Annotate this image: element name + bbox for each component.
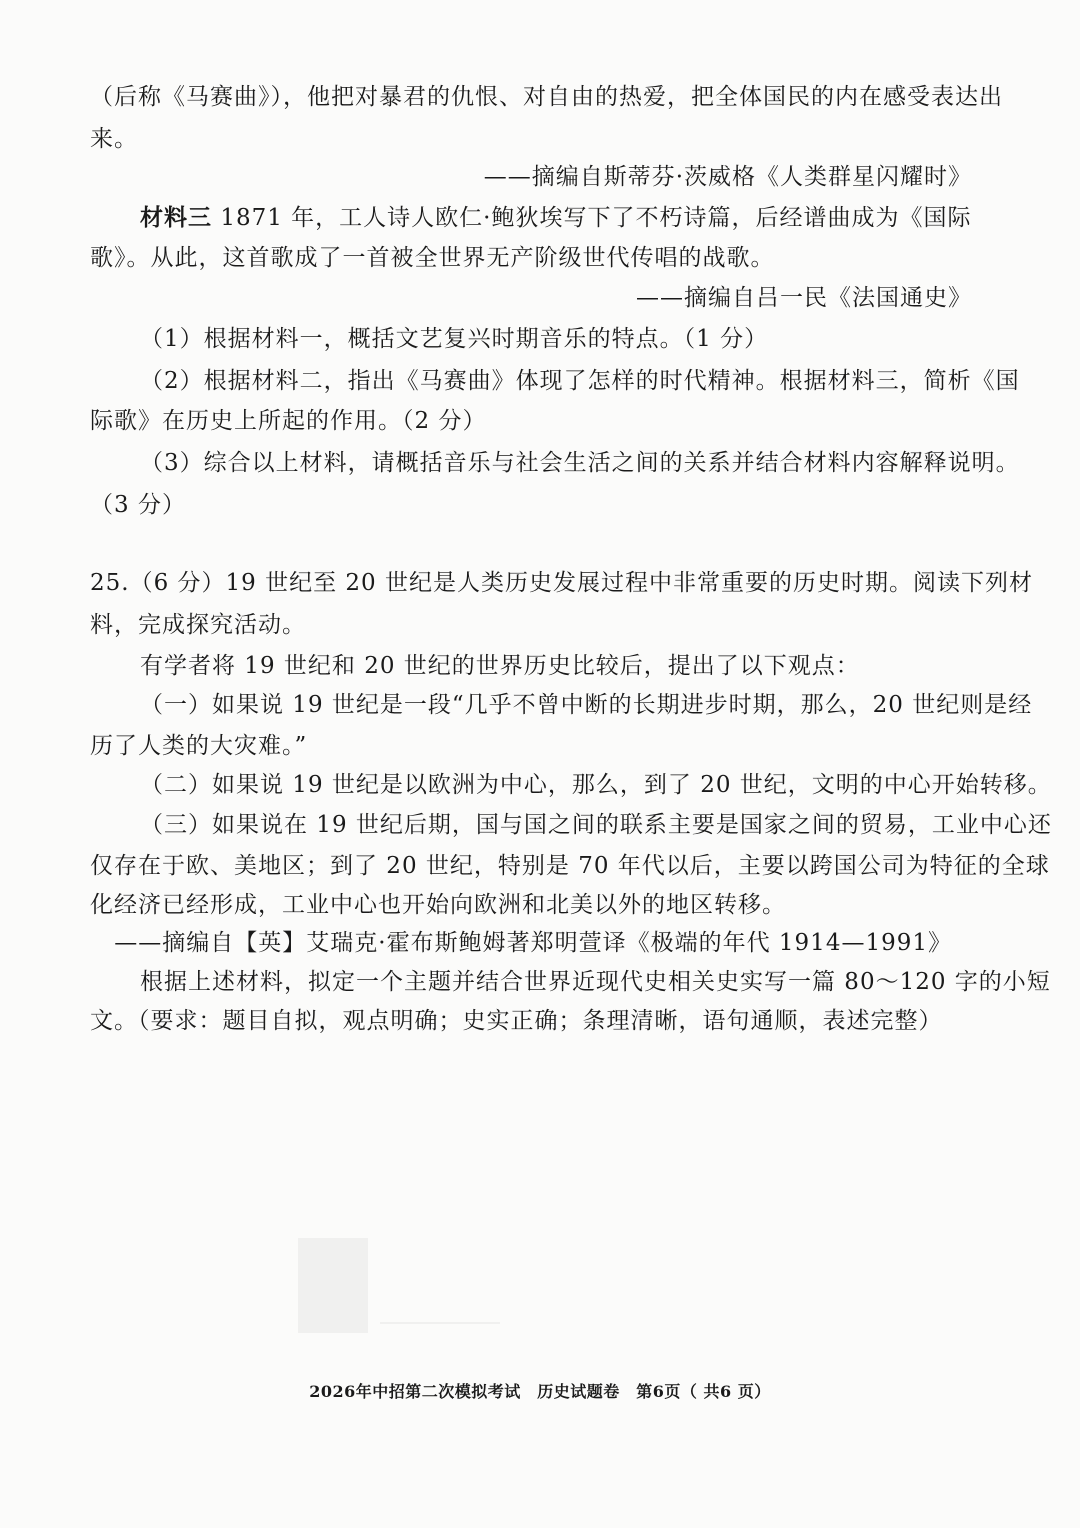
text-line: 来。 <box>90 126 138 152</box>
text-line: 化经济已经形成，工业中心也开始向欧洲和北美以外的地区转移。 <box>90 892 786 918</box>
viewpoint-3: （三）如果说在 19 世纪后期，国与国之间的联系主要是国家之间的贸易，工业中心还 <box>140 812 1052 838</box>
text-line: （3 分） <box>90 492 186 518</box>
source-citation: ——摘编自吕一民《法国通史》 <box>636 285 972 311</box>
viewpoint-2: （二）如果说 19 世纪是以欧洲为中心，那么，到了 20 世纪，文明的中心开始转移。 <box>140 772 1052 798</box>
material-label: 材料三 <box>140 204 212 231</box>
text-line: 歌》。从此，这首歌成了一首被全世界无产阶级世代传唱的战歌。 <box>90 245 775 271</box>
text-line: 文。（要求：题目自拟，观点明确；史实正确；条理清晰，语句通顺，表述完整） <box>90 1008 943 1034</box>
source-citation: ——摘编自【英】艾瑞克·霍布斯鲍姆著郑明萱译《极端的年代 1914—1991》 <box>114 930 952 956</box>
material-text: 1871 年，工人诗人欧仁·鲍狄埃写下了不朽诗篇，后经谱曲成为《国际 <box>220 205 972 231</box>
question-3: （3）综合以上材料，请概括音乐与社会生活之间的关系并结合材料内容解释说明。 <box>140 450 1020 476</box>
viewpoint-1: （一）如果说 19 世纪是一段“几乎不曾中断的长期进步时期，那么，20 世纪则是经 <box>140 692 1033 718</box>
source-citation: ——摘编自斯蒂芬·茨威格《人类群星闪耀时》 <box>483 164 972 190</box>
text-line: 有学者将 19 世纪和 20 世纪的世界历史比较后，提出了以下观点： <box>140 653 860 679</box>
text-line: 仅存在于欧、美地区；到了 20 世纪，特别是 70 年代以后，主要以跨国公司为特征的全球 <box>90 853 1050 879</box>
question-1: （1）根据材料一，概括文艺复兴时期音乐的特点。（1 分） <box>140 326 769 352</box>
text-line: 历了人类的大灾难。” <box>90 733 308 759</box>
bleed-through-mark <box>380 1322 500 1324</box>
task-instruction: 根据上述材料，拟定一个主题并结合世界近现代史相关史实写一篇 80～120 字的小短 <box>140 969 1051 995</box>
question-25-heading: 25.（6 分）19 世纪至 20 世纪是人类历史发展过程中非常重要的历史时期。阅读下列材 <box>90 570 1033 596</box>
page-footer: 2026年中招第二次模拟考试 历史试题卷 第6页（ 共6 页） <box>309 1382 771 1401</box>
question-2: （2）根据材料二，指出《马赛曲》体现了怎样的时代精神。根据材料三，简析《国 <box>140 368 1020 394</box>
text-line: 际歌》在历史上所起的作用。（2 分） <box>90 408 487 434</box>
material-three-line <box>140 203 980 233</box>
text-line: （后称《马赛曲》），他把对暴君的仇恨、对自由的热爱，把全体国民的内在感受表达出 <box>90 84 1003 110</box>
text-line: 料，完成探究活动。 <box>90 612 306 638</box>
bleed-through-mark <box>298 1238 368 1333</box>
